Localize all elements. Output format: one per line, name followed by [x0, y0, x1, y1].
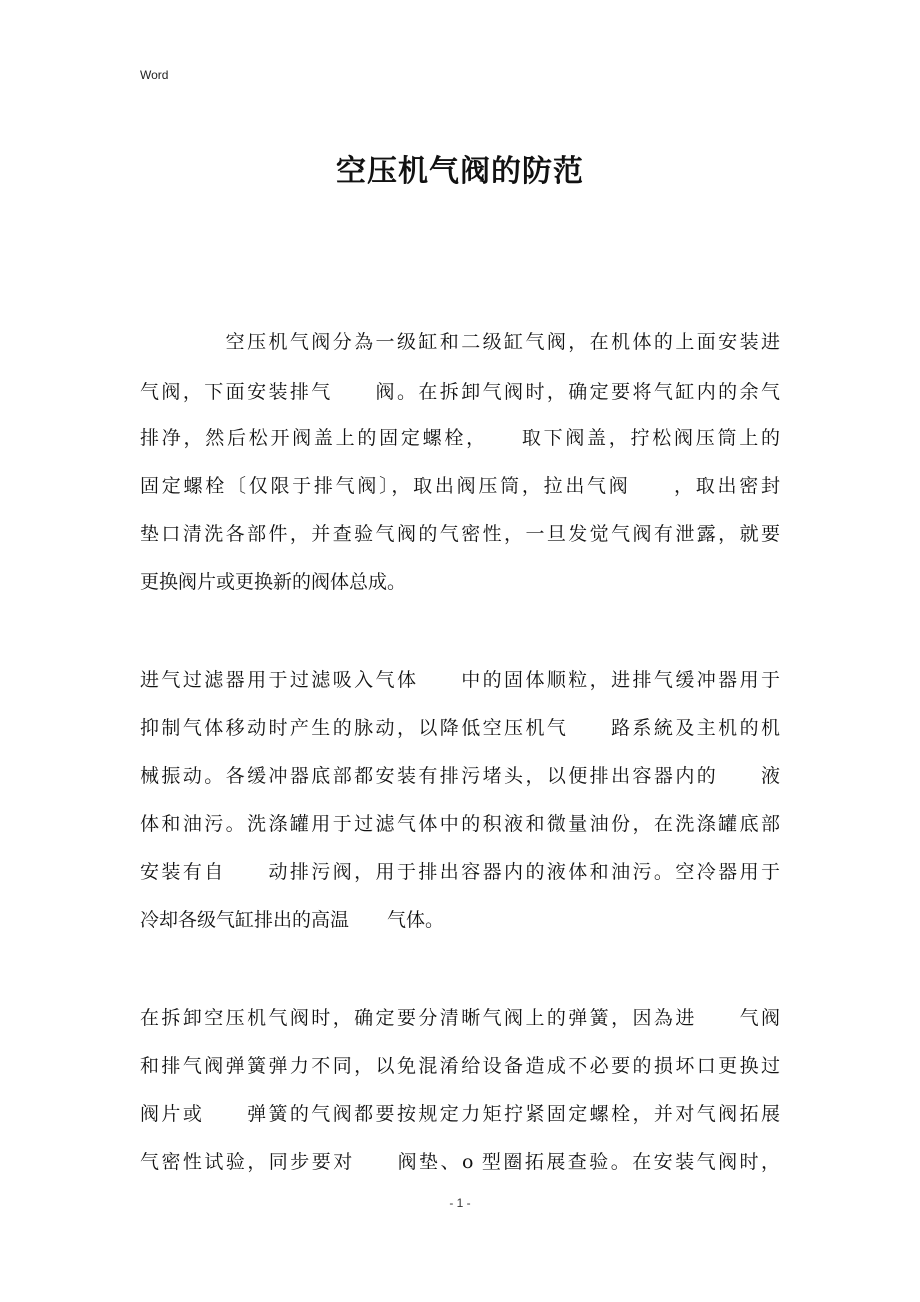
paragraph-line: 排净，然后松开阀盖上的固定螺栓， 取下阀盖，拧松阀压筒上的	[140, 427, 780, 449]
paragraph-line: 安装有自 动排污阀，用于排出容器内的液体和油污。空冷器用于	[140, 861, 780, 883]
paragraph-line: 更换阀片或更换新的阀体总成。	[140, 571, 407, 593]
document-title: 空压机气阀的防范	[336, 154, 584, 189]
paragraph-line: 抑制气体移动时产生的脉动，以降低空压机气 路系統及主机的机	[140, 717, 780, 739]
paragraph-line: 固定螺栓〔仅限于排气阀〕，取出阀压筒，拉出气阀 ，取出密封	[140, 475, 780, 497]
paragraph-line: 械振动。各缓冲器底部都安装有排污堵头，以便排出容器内的 液	[140, 765, 780, 787]
paragraph-line: 体和油污。洗涤罐用于过滤气体中的积液和微量油份，在洗涤罐底部	[140, 813, 780, 835]
paragraph-line: 空压机气阀分為一级缸和二级缸气阀，在机体的上面安装进	[140, 331, 780, 353]
paragraph-line: 在拆卸空压机气阀时，确定要分清晰气阀上的弹簧，因為进 气阀	[140, 1007, 780, 1029]
paragraph-line: 进气过滤器用于过滤吸入气体 中的固体顺粒，进排气缓冲器用于	[140, 669, 780, 691]
header-label: Word	[140, 68, 169, 82]
paragraph-line: 阀片或 弹簧的气阀都要按规定力矩拧紧固定螺栓，并对气阀拓展	[140, 1103, 780, 1125]
paragraph-line: 冷却各级气缸排出的高温 气体。	[140, 909, 445, 931]
paragraph-line: 气阀，下面安装排气 阀。在拆卸气阀时，确定要将气缸内的余气	[140, 381, 780, 403]
paragraph-line: 和排气阀弹簧弹力不同，以免混淆给设备造成不必要的损坏口更换过	[140, 1055, 780, 1077]
page-number: - 1 -	[449, 1196, 471, 1210]
paragraph-line: 垫口清洗各部件，并查验气阀的气密性，一旦发觉气阀有泄露，就要	[140, 523, 780, 545]
paragraph-line: 气密性试验，同步要对 阀垫、o 型圈拓展查验。在安装气阀时，	[140, 1151, 780, 1173]
